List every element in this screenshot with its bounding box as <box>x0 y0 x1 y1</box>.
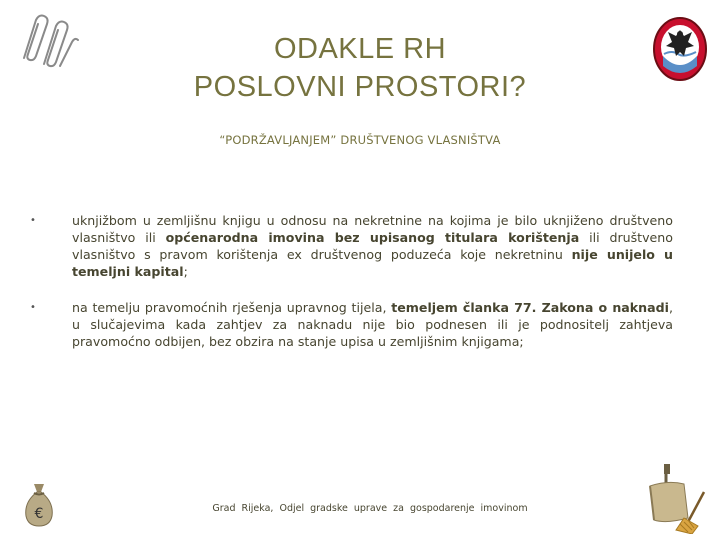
bullet-item-1 <box>28 212 673 280</box>
bullet-marker: • <box>30 302 36 313</box>
coat-of-arms-icon <box>652 16 708 82</box>
bullet-item-2 <box>28 299 673 350</box>
title-line-2: POSLOVNI PROSTORI? <box>193 71 527 103</box>
title-line-1: ODAKLE RH <box>273 33 447 65</box>
emphasis: općenarodna imovina bez upisanog titulara korištenja <box>165 230 580 245</box>
bullet-text: na temelju pravomoćnih rješenja upravnog tijela, temeljem članka 77. Zakona o naknadi, u slučajevima kada zahtjev za naknadu nije bio podnesen ili je podnositelj zahtjeva pravomoćno odbijen, bez obzira na stanje upisa u zemljišnim knjigama; <box>72 300 673 349</box>
euro-symbol: € <box>34 506 44 522</box>
money-bag-icon <box>22 480 56 528</box>
bullet-marker: • <box>30 215 36 226</box>
bullet-list <box>28 212 673 350</box>
bullet-text: uknjižbom u zemljišnu knjigu u odnosu na nekretnine na kojima je bilo uknjiženo društveno vlasništvo ili općenarodna imovina bez upisanog titulara korištenja ili društveno vlasništvo s pravom korištenja ex društvenog poduzeća koje nekretninu nije unijelo u temeljni kapital; <box>72 213 674 279</box>
slide-subtitle: “PODRŽAVLJANJEM” DRUŠTVENOG VLASNIŠTVA <box>219 133 501 147</box>
emphasis: temeljem članka 77. Zakona o naknadi <box>391 300 669 315</box>
paperclips-icon <box>14 12 80 70</box>
emphasis: nije unijelo u temeljni kapital <box>72 247 674 279</box>
dustpan-broom-icon <box>644 462 710 534</box>
footer-text: Grad Rijeka, Odjel gradske uprave za gospodarenje imovinom <box>212 503 528 514</box>
slide-title <box>120 30 600 106</box>
